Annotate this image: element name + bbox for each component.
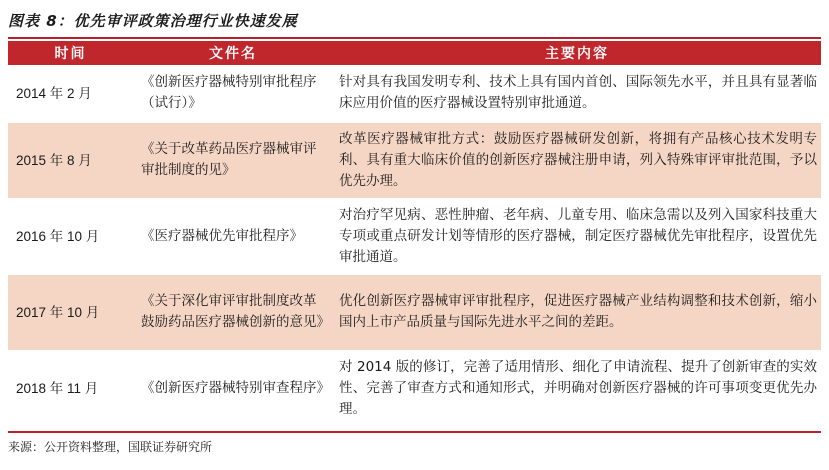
table-row [8,274,821,350]
header-document-name: 文件名 [133,41,333,65]
row-content: 优化创新医疗器械审评审批程序，促进医疗器械产业结构调整和技术创新，缩小国内上市产品质量与国际先进水平之间的差距。 [333,274,821,350]
row-content: 对 2014 版的修订，完善了适用情形、细化了申请流程、提升了创新审查的实效性、完善了审查方式和通知形式，并明确对创新医疗器械的许可事项变更优先办理。 [333,350,821,426]
figure-title: 图表 8：优先审评政策治理行业快速发展 [8,12,298,30]
row-document-name: 《关于改革药品医疗器械审评审批制度的见》 [133,122,333,198]
row-time: 2015 年 8 月 [8,122,133,198]
header-main-content: 主要内容 [333,41,821,65]
header-time: 时间 [8,41,133,65]
source-note: 来源：公开资料整理，国联证券研究所 [8,440,213,454]
row-document-name: 《创新医疗器械特别审批程序（试行）》 [133,65,333,122]
row-time: 2016 年 10 月 [8,198,133,274]
title-divider [8,37,821,39]
row-content: 针对具有我国发明专利、技术上具有国内首创、国际领先水平，并且具有显著临床应用价值的医疗器械设置特别审批通道。 [333,65,821,122]
table-row [8,350,821,426]
row-document-name: 《医疗器械优先审批程序》 [133,198,333,274]
row-document-name: 《关于深化审评审批制度改革鼓励药品医疗器械创新的意见》 [133,274,333,350]
table-header-row [8,41,821,65]
bottom-divider [8,431,821,433]
row-time: 2018 年 11 月 [8,350,133,426]
row-content: 对治疗罕见病、恶性肿瘤、老年病、儿童专用、临床急需以及列入国家科技重大专项或重点研发计划等情形的医疗器械，制定医疗器械优先审批程序，设置优先审批通道。 [333,198,821,274]
policy-table [8,41,821,427]
table-row [8,122,821,198]
row-time: 2014 年 2 月 [8,65,133,122]
row-document-name: 《创新医疗器械特别审查程序》 [133,350,333,426]
row-content: 改革医疗器械审批方式：鼓励医疗器械研发创新，将拥有产品核心技术发明专利、具有重大临床价值的创新医疗器械注册申请，列入特殊审评审批范围，予以优先办理。 [333,122,821,198]
table-row [8,198,821,274]
row-time: 2017 年 10 月 [8,274,133,350]
table-row [8,65,821,122]
